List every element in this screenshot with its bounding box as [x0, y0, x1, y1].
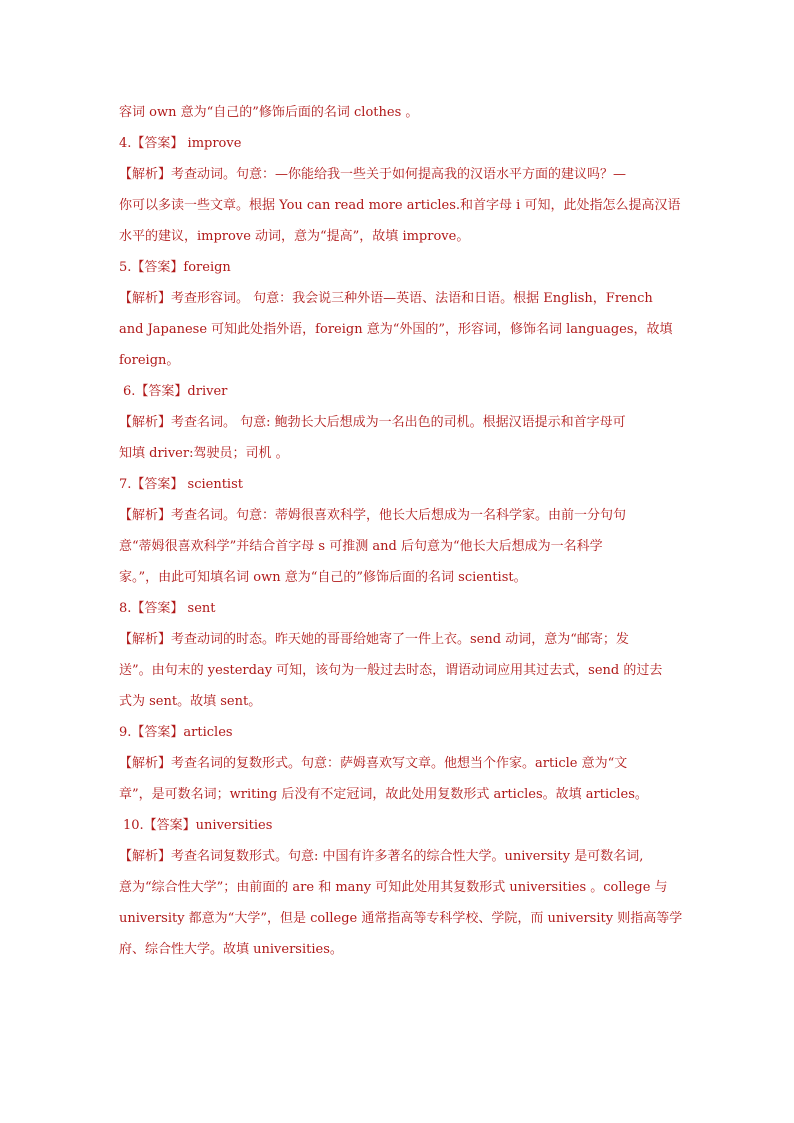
text-line: 意为“综合性大学”；由前面的 are 和 many 可知此处用其复数形式 universities 。college 与: [119, 880, 668, 895]
answer-line: 7.【答案】 scientist: [119, 477, 243, 492]
answer-line: 8.【答案】 sent: [119, 601, 216, 616]
answer-line: 5.【答案】foreign: [119, 260, 231, 275]
text-line: and Japanese 可知此处指外语，foreign 意为“外国的”，形容词，修饰名词 languages，故填: [119, 322, 673, 337]
text-line: 你可以多读一些文章。根据 You can read more articles.和首字母 i 可知，此处指怎么提高汉语: [119, 198, 681, 213]
text-line: 【解析】考查动词的时态。昨天她的哥哥给她寄了一件上衣。send 动词，意为“邮寄；发: [119, 632, 629, 647]
text-line: foreign。: [119, 353, 180, 368]
answer-line: 6.【答案】driver: [123, 384, 228, 399]
text-line: 【解析】考查动词。句意：—你能给我一些关于如何提高我的汉语水平方面的建议吗？—: [119, 167, 627, 182]
text-line: 府、综合性大学。故填 universities。: [119, 942, 343, 957]
text-line: 知填 driver:驾驶员；司机 。: [119, 446, 289, 461]
answer-line: 10.【答案】universities: [123, 818, 273, 833]
text-line: 送”。由句末的 yesterday 可知，该句为一般过去时态，谓语动词应用其过去式，send 的过去: [119, 663, 663, 678]
text-line: 意“蒂姆很喜欢科学”并结合首字母 s 可推测 and 后句意为“他长大后想成为一名科学: [119, 539, 603, 554]
answer-line: 9.【答案】articles: [119, 725, 233, 740]
text-line: 【解析】考查名词的复数形式。句意：萨姆喜欢写文章。他想当个作家。article 意为“文: [119, 756, 628, 771]
answer-line: 4.【答案】 improve: [119, 136, 242, 151]
text-line: 家。”，由此可知填名词 own 意为“自己的”修饰后面的名词 scientist。: [119, 570, 527, 585]
text-line: 章”，是可数名词；writing 后没有不定冠词，故此处用复数形式 articles。故填 articles。: [119, 787, 648, 802]
text-line: 式为 sent。故填 sent。: [119, 694, 262, 709]
text-line: 【解析】考查名词复数形式。句意: 中国有许多著名的综合性大学。university 是可数名词,: [119, 849, 644, 864]
text-line: university 都意为“大学”，但是 college 通常指高等专科学校、学院，而 university 则指高等学: [119, 911, 683, 926]
text-line: 容词 own 意为“自己的”修饰后面的名词 clothes 。: [119, 105, 419, 120]
text-line: 【解析】考查形容词。 句意：我会说三种外语—英语、法语和日语。根据 English，French: [119, 291, 653, 306]
text-line: 【解析】考查名词。句意：蒂姆很喜欢科学，他长大后想成为一名科学家。由前一分句句: [119, 508, 627, 523]
text-line: 水平的建议，improve 动词，意为“提高”，故填 improve。: [119, 229, 470, 244]
text-line: 【解析】考查名词。 句意: 鲍勃长大后想成为一名出色的司机。根据汉语提示和首字母可: [119, 415, 626, 430]
